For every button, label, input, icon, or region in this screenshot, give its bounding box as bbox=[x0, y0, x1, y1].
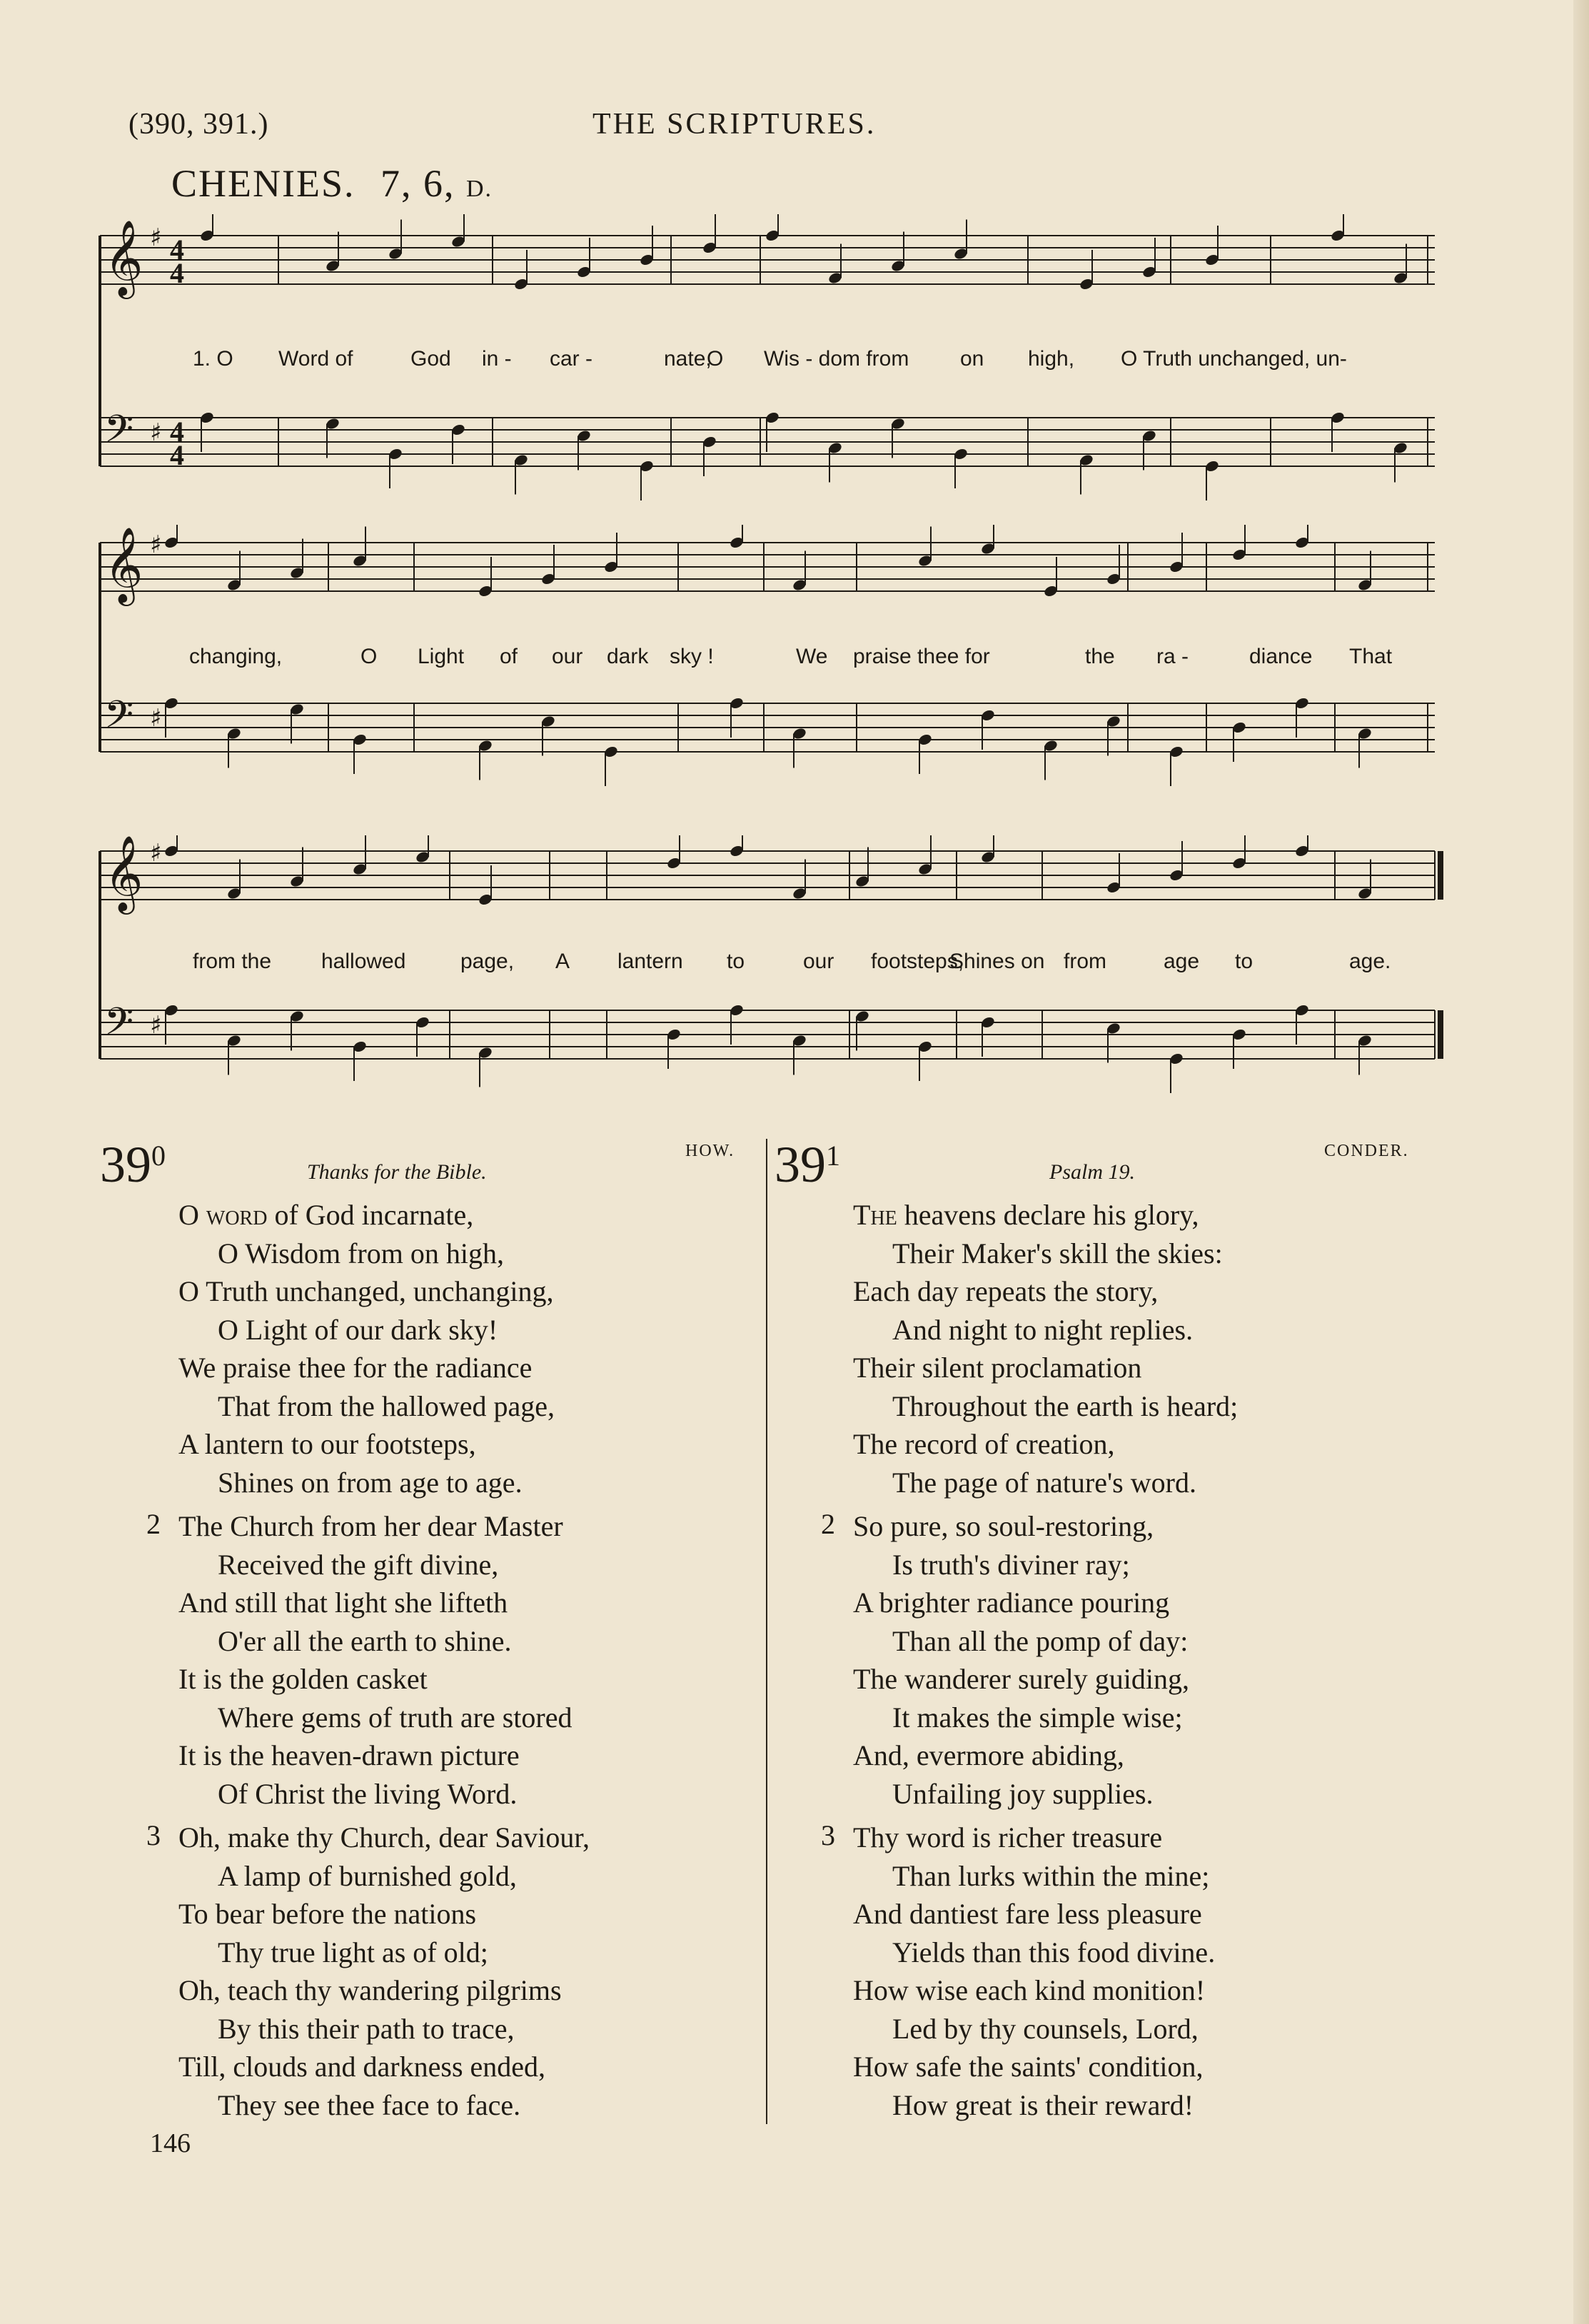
hymn-line-text: The wanderer surely guiding, bbox=[853, 1663, 1189, 1695]
hymn-line-text: Unfailing joy supplies. bbox=[892, 1777, 1154, 1810]
hymn-line bbox=[775, 1349, 1431, 1387]
hymn-line-text: That from the hallowed page, bbox=[218, 1389, 555, 1422]
hymn-390 bbox=[100, 1136, 757, 2130]
lyric-syllable: praise thee for bbox=[853, 645, 990, 668]
bass-clef-icon: 𝄢 bbox=[104, 693, 134, 746]
hymn-line bbox=[100, 1387, 757, 1426]
opening-word-initial: T bbox=[853, 1199, 871, 1231]
hymn-line-text: It is the golden casket bbox=[178, 1663, 428, 1695]
sharp-icon: ♯ bbox=[150, 530, 162, 559]
hymn-line bbox=[100, 1584, 757, 1622]
hymn-line-text: O Wisdom from on high, bbox=[218, 1237, 504, 1269]
hymn-line bbox=[775, 1546, 1431, 1584]
treble-clef-icon: 𝄞 bbox=[104, 835, 143, 911]
hymn-line-text: It is the heaven-drawn picture bbox=[178, 1739, 520, 1771]
lyric-syllable: car - bbox=[550, 347, 592, 371]
hymn-line bbox=[100, 1819, 757, 1857]
hymn-line bbox=[100, 1622, 757, 1661]
hymn-number-range: (390, 391.) bbox=[128, 108, 269, 141]
hymn-391 bbox=[775, 1136, 1431, 2130]
hymn-line bbox=[100, 2086, 757, 2125]
hymn-line bbox=[775, 1971, 1431, 2010]
hymn-heading bbox=[100, 1136, 757, 1196]
hymn-topic: Thanks for the Bible. bbox=[307, 1160, 487, 1184]
tune-name: CHENIES. bbox=[171, 162, 355, 205]
hymn-line bbox=[100, 1546, 757, 1584]
opening-word-rest: word bbox=[198, 1199, 268, 1231]
time-signature: 4 bbox=[170, 439, 184, 471]
hymn-line bbox=[100, 1507, 757, 1546]
hymn-line-text: Led by thy counsels, Lord, bbox=[892, 2012, 1199, 2045]
hymn-line bbox=[100, 1895, 757, 1933]
hymn-line-text: We praise thee for the radiance bbox=[178, 1352, 533, 1384]
hymn-line bbox=[100, 1775, 757, 1814]
hymn-line-text: O Light of our dark sky! bbox=[218, 1313, 498, 1346]
lyric-syllable: Shines on bbox=[949, 950, 1045, 973]
final-bar bbox=[1438, 851, 1443, 900]
hymn-line bbox=[775, 1464, 1431, 1502]
lyric-syllable: the bbox=[1085, 645, 1115, 668]
hymn-heading bbox=[775, 1136, 1431, 1196]
lyric-syllable: to bbox=[727, 950, 745, 973]
music-system-3 bbox=[93, 835, 1449, 1135]
hymn-line-text: Yields than this food divine. bbox=[892, 1936, 1216, 1968]
hymn-author: CONDER. bbox=[1324, 1142, 1409, 1160]
lyric-syllable: lantern bbox=[617, 950, 683, 973]
lyric-syllable: nate, bbox=[664, 347, 712, 371]
hymn-line bbox=[100, 1660, 757, 1699]
hymn-line-text: Each day repeats the story, bbox=[853, 1275, 1159, 1307]
hymn-line bbox=[100, 1272, 757, 1311]
hymn-line bbox=[100, 1699, 757, 1737]
hymn-line-text: And dantiest fare less pleasure bbox=[853, 1898, 1202, 1930]
stanza bbox=[100, 1507, 757, 1813]
time-signature: 4 bbox=[170, 233, 184, 266]
lyric-syllable: We bbox=[796, 645, 828, 668]
lyric-syllable: O bbox=[707, 347, 724, 371]
hymn-line-text: Than lurks within the mine; bbox=[892, 1859, 1210, 1892]
lyric-syllable: from bbox=[1064, 950, 1106, 973]
stanza-number: 3 bbox=[146, 1819, 161, 1851]
hymn-line-text: A lamp of burnished gold, bbox=[218, 1859, 517, 1892]
time-signature: 4 bbox=[170, 416, 184, 448]
hymn-line bbox=[100, 2048, 757, 2086]
lyric-syllable: on bbox=[960, 347, 984, 371]
hymn-line-text: Throughout the earth is heard; bbox=[892, 1389, 1239, 1422]
hymn-line bbox=[775, 1387, 1431, 1426]
hymn-line-text: Oh, teach thy wandering pilgrims bbox=[178, 1974, 562, 2006]
hymn-number: $39^1$ bbox=[775, 1136, 840, 1193]
lyric-syllable: age bbox=[1164, 950, 1200, 973]
hymn-line bbox=[775, 1234, 1431, 1273]
hymn-line-text: The page of nature's word. bbox=[892, 1466, 1196, 1499]
hymn-line-text: Thy true light as of old; bbox=[218, 1936, 488, 1968]
stanza bbox=[775, 1819, 1431, 2124]
hymn-line bbox=[100, 1349, 757, 1387]
opening-word-initial: O bbox=[178, 1199, 199, 1231]
hymn-line bbox=[100, 1425, 757, 1464]
lyric-syllable: That bbox=[1349, 645, 1393, 668]
lyric-syllable: hallowed bbox=[321, 950, 406, 973]
page-edge bbox=[1573, 0, 1589, 2324]
hymn-line-text: Is truth's diviner ray; bbox=[892, 1548, 1130, 1581]
hymn-line-text: Oh, make thy Church, dear Saviour, bbox=[178, 1821, 590, 1853]
hymn-line-text: To bear before the nations bbox=[178, 1898, 477, 1930]
hymn-line bbox=[100, 1196, 757, 1234]
hymn-line-text: Their silent proclamation bbox=[853, 1352, 1142, 1384]
hymn-line-text: O'er all the earth to shine. bbox=[218, 1624, 512, 1657]
stanza bbox=[100, 1819, 757, 2124]
music-system-1 bbox=[93, 214, 1449, 514]
lyric-syllable: ra - bbox=[1156, 645, 1189, 668]
lyric-syllable: God bbox=[410, 347, 451, 371]
hymn-line bbox=[100, 1234, 757, 1273]
sharp-icon: ♯ bbox=[150, 839, 162, 867]
treble-clef-icon: 𝄞 bbox=[104, 526, 143, 603]
hymn-line-text: And still that light she lifteth bbox=[178, 1586, 508, 1619]
lyric-syllable: of bbox=[500, 645, 518, 668]
hymn-topic: Psalm 19. bbox=[1049, 1160, 1135, 1184]
hymn-line-text: It makes the simple wise; bbox=[892, 1701, 1183, 1734]
stanza bbox=[775, 1507, 1431, 1813]
sharp-icon: ♯ bbox=[150, 418, 162, 447]
hymn-line bbox=[775, 1196, 1431, 1234]
lyric-syllable: O Truth unchanged, un- bbox=[1121, 347, 1347, 371]
hymn-line-text: Than all the pomp of day: bbox=[892, 1624, 1189, 1657]
column-rule bbox=[766, 1139, 767, 2124]
hymn-author: HOW. bbox=[685, 1142, 735, 1160]
bass-clef-icon: 𝄢 bbox=[104, 408, 134, 461]
stanza bbox=[100, 1196, 757, 1501]
lyric-syllable: changing, bbox=[189, 645, 283, 668]
lyric-syllable: A bbox=[555, 950, 570, 973]
lyric-syllable: O bbox=[360, 645, 378, 668]
hymn-line-text: O Truth unchanged, unchanging, bbox=[178, 1275, 554, 1307]
section-title: THE SCRIPTURES. bbox=[592, 108, 877, 141]
hymn-line-text: And, evermore abiding, bbox=[853, 1739, 1124, 1771]
hymn-line bbox=[775, 1311, 1431, 1349]
hymn-line-text: Of Christ the living Word. bbox=[218, 1777, 518, 1810]
hymn-line bbox=[775, 1425, 1431, 1464]
lyric-syllable: in - bbox=[482, 347, 512, 371]
lyric-line-3 bbox=[93, 950, 1449, 985]
hymn-text bbox=[775, 1196, 1431, 2124]
stanza-number: 2 bbox=[146, 1508, 161, 1540]
stanza-number: 3 bbox=[821, 1819, 835, 1851]
hymn-line bbox=[775, 1660, 1431, 1699]
sharp-icon: ♯ bbox=[150, 704, 162, 733]
hymn-line bbox=[775, 1895, 1431, 1933]
hymn-line-text: of God incarnate, bbox=[267, 1199, 474, 1231]
lyric-line-1 bbox=[93, 347, 1449, 383]
hymn-line-text: How wise each kind monition! bbox=[853, 1974, 1206, 2006]
hymn-line bbox=[775, 2086, 1431, 2125]
hymn-line-text: Their Maker's skill the skies: bbox=[892, 1237, 1223, 1269]
hymn-line-text: By this their path to trace, bbox=[218, 2012, 515, 2045]
hymn-line bbox=[775, 1819, 1431, 1857]
lyric-syllable: sky ! bbox=[670, 645, 714, 668]
hymn-line bbox=[775, 1775, 1431, 1814]
hymn-text bbox=[100, 1196, 757, 2124]
lyric-syllable: page, bbox=[460, 950, 515, 973]
lyric-line-2 bbox=[93, 645, 1449, 680]
hymn-line bbox=[775, 1622, 1431, 1661]
hymn-line-text: A brighter radiance pouring bbox=[853, 1586, 1170, 1619]
page-number: 146 bbox=[150, 2128, 191, 2158]
lyric-syllable: from the bbox=[193, 950, 272, 973]
music-system-2 bbox=[93, 525, 1449, 825]
hymn-line bbox=[775, 2048, 1431, 2086]
hymn-line bbox=[775, 2010, 1431, 2048]
lyric-syllable: high, bbox=[1028, 347, 1075, 371]
sharp-icon: ♯ bbox=[150, 223, 162, 252]
final-bar bbox=[1438, 1010, 1443, 1059]
stanza-number: 2 bbox=[821, 1508, 835, 1540]
hymn-line bbox=[775, 1736, 1431, 1775]
hymn-line bbox=[100, 1857, 757, 1896]
hymn-line-text: They see thee face to face. bbox=[218, 2088, 521, 2121]
hymn-line bbox=[100, 1464, 757, 1502]
hymn-line-text: And night to night replies. bbox=[892, 1313, 1194, 1346]
hymn-line bbox=[100, 1971, 757, 2010]
hymn-line-text: Till, clouds and darkness ended, bbox=[178, 2051, 546, 2083]
hymn-line-text: A lantern to our footsteps, bbox=[178, 1428, 476, 1460]
hymn-line bbox=[100, 1933, 757, 1972]
lyric-syllable: dark bbox=[607, 645, 649, 668]
score-system-3 bbox=[93, 835, 1449, 1135]
hymn-line-text: heavens declare his glory, bbox=[897, 1199, 1199, 1231]
tune-meter: 7, 6, D. bbox=[380, 162, 493, 205]
hymn-line bbox=[775, 1857, 1431, 1896]
sharp-icon: ♯ bbox=[150, 1011, 162, 1040]
lyric-syllable: diance bbox=[1249, 645, 1313, 668]
opening-word-rest: he bbox=[870, 1199, 897, 1231]
lyric-syllable: our bbox=[803, 950, 834, 973]
hymn-line-text: Shines on from age to age. bbox=[218, 1466, 523, 1499]
hymn-line bbox=[775, 1272, 1431, 1311]
bass-clef-icon: 𝄢 bbox=[104, 1000, 134, 1053]
hymn-line-text: So pure, so soul-restoring, bbox=[853, 1510, 1154, 1542]
lyric-syllable: Light bbox=[418, 645, 465, 668]
lyric-syllable: footsteps, bbox=[871, 950, 964, 973]
hymn-line bbox=[775, 1933, 1431, 1972]
hymn-line-text: How great is their reward! bbox=[892, 2088, 1194, 2121]
lyric-syllable: age. bbox=[1349, 950, 1391, 973]
hymn-line bbox=[100, 1311, 757, 1349]
time-signature: 4 bbox=[170, 257, 184, 289]
hymn-line-text: Thy word is richer treasure bbox=[853, 1821, 1163, 1853]
hymn-line bbox=[100, 2010, 757, 2048]
hymn-line-text: Where gems of truth are stored bbox=[218, 1701, 572, 1734]
hymn-line-text: Received the gift divine, bbox=[218, 1548, 499, 1581]
hymn-line-text: How safe the saints' condition, bbox=[853, 2051, 1204, 2083]
hymn-line bbox=[100, 1736, 757, 1775]
lyric-syllable: to bbox=[1235, 950, 1253, 973]
hymn-number: $39^0$ bbox=[100, 1136, 166, 1193]
tune-title bbox=[171, 161, 493, 206]
treble-clef-icon: 𝄞 bbox=[104, 219, 143, 296]
hymn-line bbox=[775, 1584, 1431, 1622]
hymn-line bbox=[775, 1699, 1431, 1737]
lyric-syllable: 1. O bbox=[193, 347, 233, 371]
hymn-line-text: The Church from her dear Master bbox=[178, 1510, 563, 1542]
lyric-syllable: Wis - dom from bbox=[764, 347, 909, 371]
lyric-syllable: Word of bbox=[278, 347, 353, 371]
hymn-line-text: The record of creation, bbox=[853, 1428, 1115, 1460]
hymn-line bbox=[775, 1507, 1431, 1546]
lyric-syllable: our bbox=[552, 645, 583, 668]
stanza bbox=[775, 1196, 1431, 1501]
running-head bbox=[128, 107, 1485, 150]
